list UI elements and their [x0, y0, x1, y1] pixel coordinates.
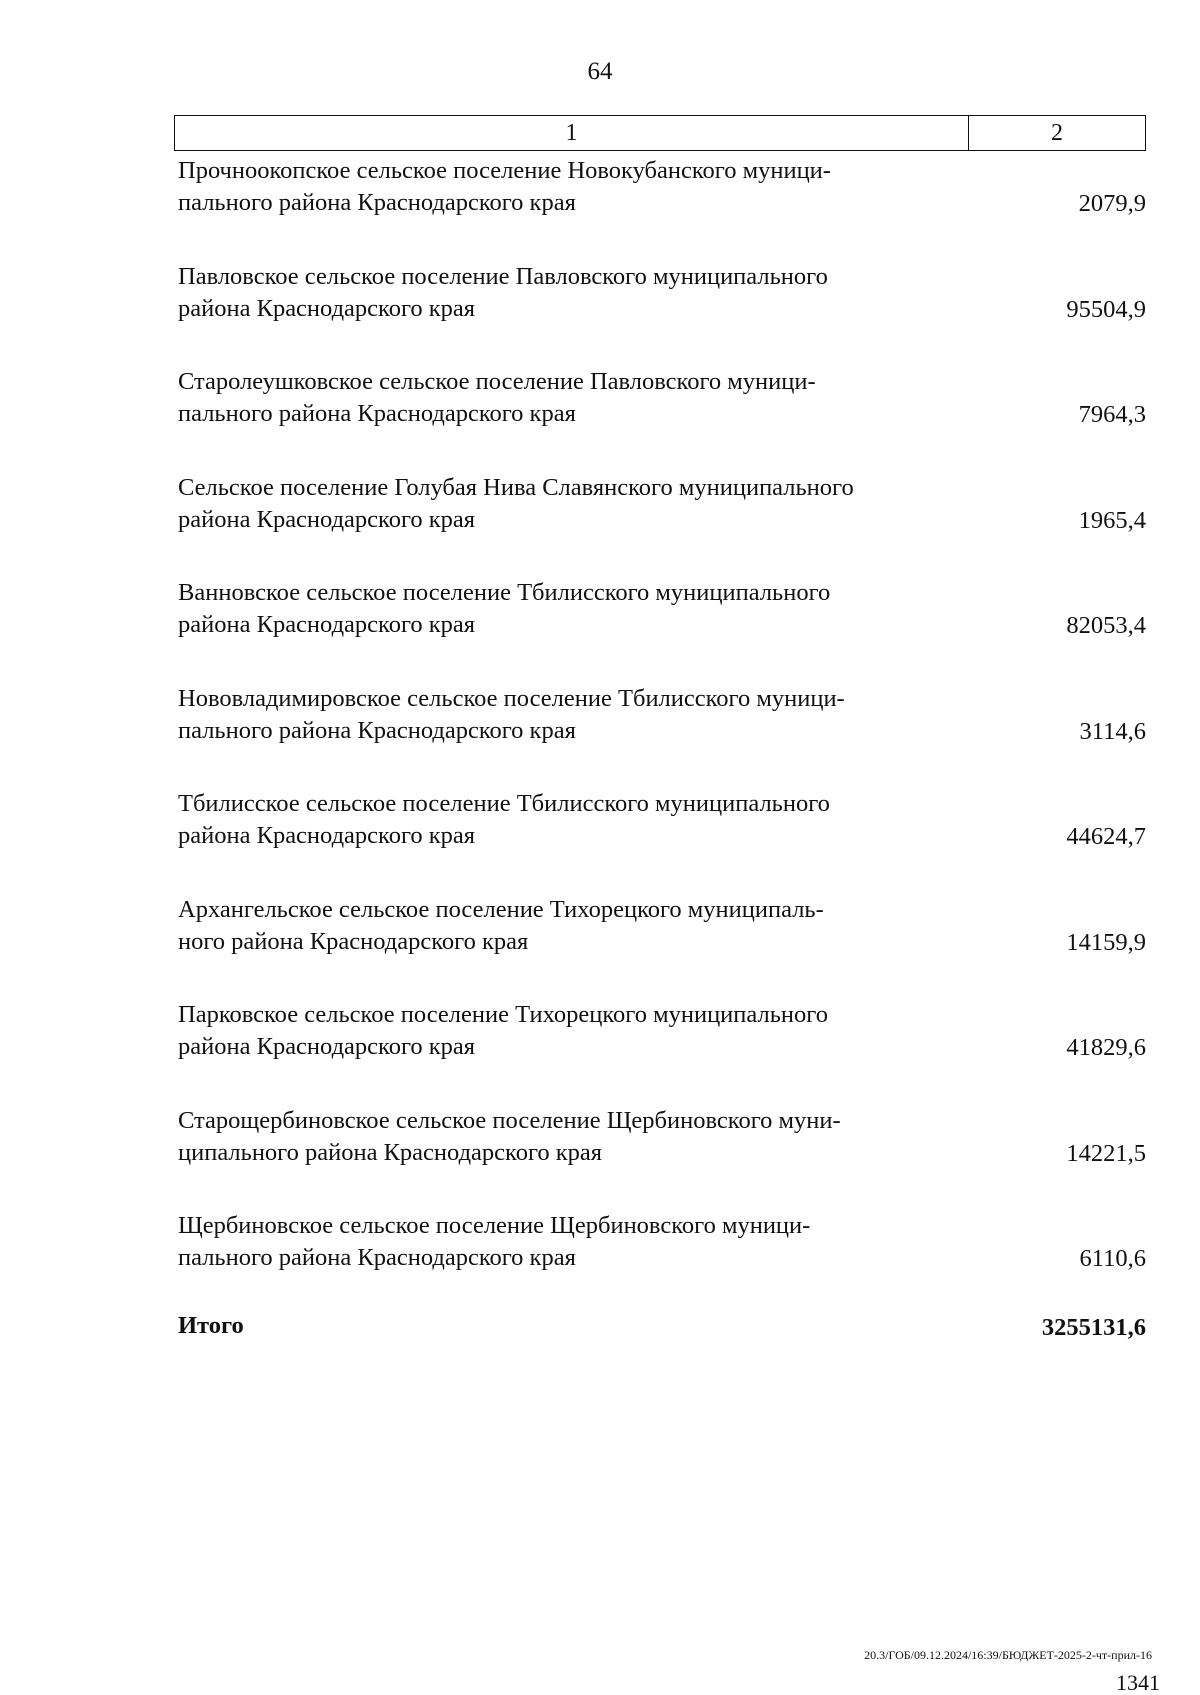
- sheet-number: 1341: [1116, 1670, 1160, 1695]
- table-row: [178, 1210, 1146, 1316]
- settlement-name-line: пального района Краснодарского края: [178, 189, 576, 216]
- settlement-name-line: района Краснодарского края: [178, 822, 476, 849]
- settlement-name-line: Парковское сельское поселение Тихорецкого муниципального: [178, 1001, 828, 1028]
- settlement-name: [178, 155, 978, 219]
- settlement-name: [178, 261, 978, 325]
- settlement-name-line: Тбилисское сельское поселение Тбилисского муниципального: [178, 790, 830, 817]
- table-header: [174, 115, 1146, 151]
- amount-value: 95504,9: [1066, 295, 1146, 323]
- settlement-name-line: пального района Краснодарского края: [178, 1244, 576, 1271]
- settlement-name-line: пального района Краснодарского края: [178, 400, 576, 427]
- settlement-name-line: района Краснодарского края: [178, 1033, 476, 1060]
- settlement-name-line: района Краснодарского края: [178, 505, 476, 533]
- settlement-name: [178, 472, 978, 536]
- total-row: [178, 1312, 1146, 1352]
- settlement-name-line: Ванновское сельское поселение Тбилисского муниципального: [178, 579, 831, 606]
- table-row: [178, 366, 1146, 472]
- header-col-2: 2: [1051, 120, 1063, 146]
- settlement-name-line: Павловское сельское поселение Павловского муниципального: [178, 262, 828, 290]
- settlement-name-line: Прочноокопское сельское поселение Новокубанского муници-: [178, 157, 831, 184]
- amount-value: 3114,6: [1079, 717, 1146, 745]
- table-row: [178, 683, 1146, 789]
- settlement-name-line: района Краснодарского края: [178, 294, 476, 322]
- settlement-name: [178, 577, 978, 641]
- table-row: [178, 788, 1146, 894]
- settlement-name-line: Архангельское сельское поселение Тихорецкого муниципаль-: [178, 895, 824, 923]
- settlement-name: [178, 366, 978, 430]
- amount-value: 6110,6: [1079, 1245, 1146, 1272]
- settlement-name-line: ного района Краснодарского края: [178, 927, 529, 955]
- amount-value: 82053,4: [1066, 612, 1146, 639]
- table-row: [178, 1105, 1146, 1211]
- amount-value: 1965,4: [1078, 506, 1146, 534]
- amount-value: 2079,9: [1078, 190, 1146, 217]
- amount-value: 14221,5: [1066, 1139, 1146, 1167]
- amount-value: 14159,9: [1066, 928, 1146, 956]
- settlement-name-line: Нововладимировское сельское поселение Тбилисского муници-: [178, 684, 845, 712]
- settlement-name-line: ципального района Краснодарского края: [178, 1138, 603, 1166]
- table-row: [178, 999, 1146, 1105]
- total-label: Итого: [178, 1312, 244, 1339]
- table-row: [178, 577, 1146, 683]
- table-row: [178, 155, 1146, 261]
- settlement-name-line: Старощербиновское сельское поселение Щербиновского муни-: [178, 1106, 841, 1134]
- settlement-name-line: района Краснодарского края: [178, 611, 476, 638]
- settlement-name: [178, 999, 978, 1063]
- settlement-name-line: Щербиновское сельское поселение Щербиновского муници-: [178, 1212, 811, 1239]
- table-row: [178, 261, 1146, 367]
- table-row: [178, 472, 1146, 578]
- amount-value: 41829,6: [1066, 1034, 1146, 1061]
- header-col-1: 1: [175, 116, 969, 150]
- page-number: 64: [587, 58, 613, 85]
- settlement-name: [178, 683, 978, 747]
- settlement-name: [178, 788, 978, 852]
- document-code: 20.3/ГОБ/09.12.2024/16:39/БЮДЖЕТ-2025-2-чт-прил-16: [864, 1648, 1152, 1662]
- settlement-name: [178, 1210, 978, 1274]
- table-row: [178, 894, 1146, 1000]
- total-value: 3255131,6: [1041, 1314, 1146, 1341]
- amount-value: 44624,7: [1066, 823, 1146, 850]
- settlement-name-line: пального района Краснодарского края: [178, 716, 576, 744]
- amount-value: 7964,3: [1078, 401, 1146, 428]
- settlement-name-line: Старолеушковское сельское поселение Павловского муници-: [178, 368, 816, 395]
- settlement-name: [178, 894, 978, 958]
- settlement-name-line: Сельское поселение Голубая Нива Славянского муниципального: [178, 473, 854, 501]
- settlement-name: [178, 1105, 978, 1169]
- table-body: [178, 155, 1146, 1316]
